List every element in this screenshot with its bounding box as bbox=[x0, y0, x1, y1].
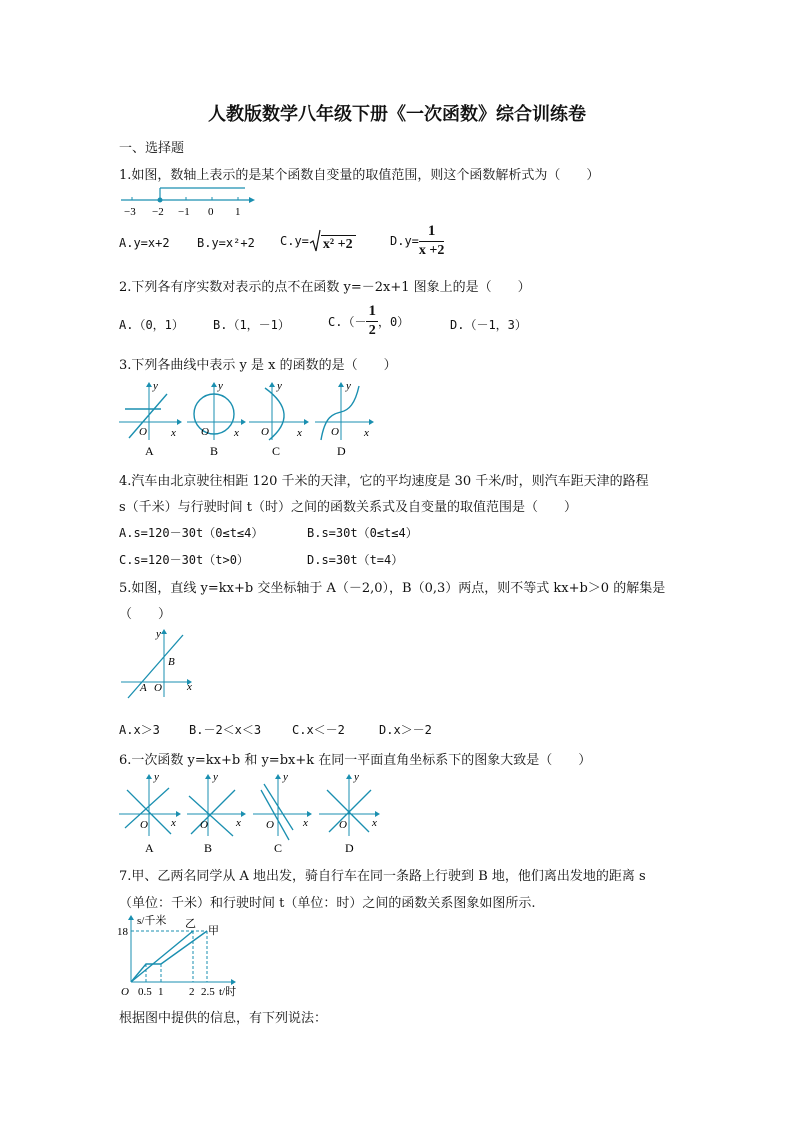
q1-tick-label: −3 bbox=[124, 206, 136, 218]
axis-label: x bbox=[372, 817, 377, 829]
fraction-denominator: x +2 bbox=[418, 243, 445, 258]
fraction bbox=[419, 224, 444, 258]
section-heading: 一、选择题 bbox=[119, 141, 185, 156]
axis-label: x bbox=[303, 817, 308, 829]
x-tick-label: 2.5 bbox=[201, 986, 215, 998]
axis-label: y bbox=[213, 771, 218, 783]
q4-line2: s（千米）与行驶时间 t（时）之间的函数关系式及自变量的取值范围是（ ） bbox=[119, 500, 578, 515]
axis-label: x bbox=[236, 817, 241, 829]
page-title: 人教版数学八年级下册《一次函数》综合训练卷 bbox=[208, 104, 586, 125]
axis-label: y bbox=[154, 771, 159, 783]
q3-stem: 3.下列各曲线中表示 y 是 x 的函数的是（ ） bbox=[119, 358, 397, 373]
x-tick-label: 2 bbox=[189, 986, 195, 998]
origin-label: O bbox=[261, 426, 269, 438]
q1-number-line bbox=[119, 184, 259, 220]
q1-tick-label: −1 bbox=[178, 206, 190, 218]
axis-label: x bbox=[297, 427, 302, 439]
q1-tick-label: −2 bbox=[152, 206, 164, 218]
q6-graph-b bbox=[187, 771, 246, 855]
q1-option-b: B.y=x²+2 bbox=[197, 236, 255, 250]
graph-label-a: A bbox=[145, 841, 154, 855]
q1-option-c-prefix: C.y= bbox=[280, 234, 309, 248]
axis-label: y bbox=[354, 771, 359, 783]
q1-tick-label: 0 bbox=[208, 206, 214, 218]
origin-label: O bbox=[121, 986, 129, 998]
q2-option-a: A.（0，1） bbox=[119, 318, 184, 332]
origin-label: O bbox=[200, 819, 208, 831]
q2-option-d: D.（－1，3） bbox=[450, 318, 527, 332]
x-tick-label: 1 bbox=[158, 986, 164, 998]
q1-option-d bbox=[390, 224, 444, 258]
fraction-numerator: 1 bbox=[366, 304, 378, 322]
origin-label: O bbox=[140, 819, 148, 831]
origin-label: O bbox=[154, 682, 162, 694]
x-tick-label: 0.5 bbox=[138, 986, 152, 998]
q5-option-b: B.－2＜x＜3 bbox=[189, 723, 262, 737]
origin-label: O bbox=[331, 426, 339, 438]
axis-label: y bbox=[346, 380, 351, 392]
origin-label: O bbox=[266, 819, 274, 831]
point-label-a: A bbox=[140, 682, 147, 694]
q1-option-c-radicand: x² +2 bbox=[321, 235, 356, 253]
origin-label: O bbox=[139, 426, 147, 438]
series-label-jia: 甲 bbox=[208, 925, 219, 937]
q1-stem: 1.如图，数轴上表示的是某个函数自变量的取值范围，则这个函数解析式为（ ） bbox=[119, 168, 600, 183]
q4-line1: 4.汽车由北京驶往相距 120 千米的天津，它的平均速度是 30 千米/时，则汽车距天津的路程 bbox=[119, 474, 649, 489]
q7-figure bbox=[115, 912, 285, 1002]
q6-graph-c bbox=[253, 771, 312, 855]
q4-option-b: B.s=30t（0≤t≤4） bbox=[307, 526, 418, 540]
q6-graph-d bbox=[319, 771, 380, 855]
axis-label: y bbox=[218, 380, 223, 392]
q4-option-a: A.s=120－30t（0≤t≤4） bbox=[119, 526, 264, 540]
point-label-b: B bbox=[168, 656, 175, 668]
axis-label: y bbox=[283, 771, 288, 783]
q5-option-a: A.x＞3 bbox=[119, 723, 160, 737]
y-tick-label: 18 bbox=[117, 926, 128, 938]
axis-label: x bbox=[364, 427, 369, 439]
q5-line2: （ ） bbox=[119, 607, 172, 622]
origin-label: O bbox=[339, 819, 347, 831]
q2-option-c bbox=[328, 304, 409, 338]
x-axis-label: t/时 bbox=[219, 986, 237, 998]
q6-graph-a bbox=[119, 771, 181, 855]
axis-label: x bbox=[171, 427, 176, 439]
graph-label-d: D bbox=[337, 444, 346, 458]
q5-option-c: C.x＜－2 bbox=[292, 723, 345, 737]
q2-option-b: B.（1，－1） bbox=[213, 318, 290, 332]
q7-line2: （单位：千米）和行驶时间 t（单位：时）之间的函数关系图象如图所示. bbox=[119, 896, 536, 911]
axis-label: y bbox=[153, 380, 158, 392]
q3-graph-b bbox=[187, 380, 246, 458]
graph-label-c: C bbox=[272, 444, 281, 458]
q1-option-c bbox=[280, 229, 356, 253]
q6-stem: 6.一次函数 y=kx+b 和 y=bx+k 在同一平面直角坐标系下的图象大致是（ ） bbox=[119, 753, 592, 768]
q4-option-c: C.s=120－30t（t>0） bbox=[119, 553, 249, 567]
graph-label-b: B bbox=[204, 841, 213, 855]
axis-label: x bbox=[171, 817, 176, 829]
q5-figure bbox=[119, 625, 204, 700]
q3-graph-c bbox=[249, 380, 309, 458]
q2-stem: 2.下列各有序实数对表示的点不在函数 y=－2x+1 图象上的是（ ） bbox=[119, 280, 531, 295]
q2-option-c-suffix: ，0） bbox=[377, 314, 410, 329]
q1-tick-label: 1 bbox=[235, 206, 241, 218]
fraction bbox=[366, 304, 378, 338]
q5-option-d: D.x＞－2 bbox=[379, 723, 432, 737]
graph-label-c: C bbox=[274, 841, 283, 855]
graph-label-b: B bbox=[210, 444, 219, 458]
fraction-numerator: 1 bbox=[419, 224, 444, 242]
q3-graph-a bbox=[119, 380, 182, 458]
q1-option-d-prefix: D.y= bbox=[390, 234, 419, 248]
axis-label: y bbox=[156, 628, 161, 640]
axis-label: y bbox=[277, 380, 282, 392]
radical-sign bbox=[309, 229, 321, 253]
q6-graphs bbox=[119, 770, 389, 858]
q4-option-d: D.s=30t（t=4） bbox=[307, 553, 404, 567]
graph-label-d: D bbox=[345, 841, 354, 855]
q7-line1: 7.甲、乙两名同学从 A 地出发，骑自行车在同一条路上行驶到 B 地，他们离出发地的距离 s bbox=[119, 869, 646, 884]
fraction-denominator: 2 bbox=[368, 323, 376, 338]
origin-label: O bbox=[201, 426, 209, 438]
q1-option-a: A.y=x+2 bbox=[119, 236, 170, 250]
q7-after: 根据图中提供的信息，有下列说法： bbox=[119, 1011, 328, 1026]
y-axis-label: s/千米 bbox=[137, 915, 167, 927]
q5-line1: 5.如图，直线 y=kx+b 交坐标轴于 A（－2,0），B（0,3）两点，则不等式 kx+b＞0 的解集是 bbox=[119, 581, 666, 596]
q3-graph-d bbox=[315, 380, 374, 458]
series-label-yi: 乙 bbox=[185, 918, 196, 930]
q3-graphs bbox=[119, 378, 389, 458]
q2-option-c-prefix: C.（－ bbox=[328, 314, 367, 329]
sqrt-expression bbox=[309, 229, 356, 253]
axis-label: x bbox=[187, 681, 192, 693]
graph-label-a: A bbox=[145, 444, 154, 458]
axis-label: x bbox=[234, 427, 239, 439]
